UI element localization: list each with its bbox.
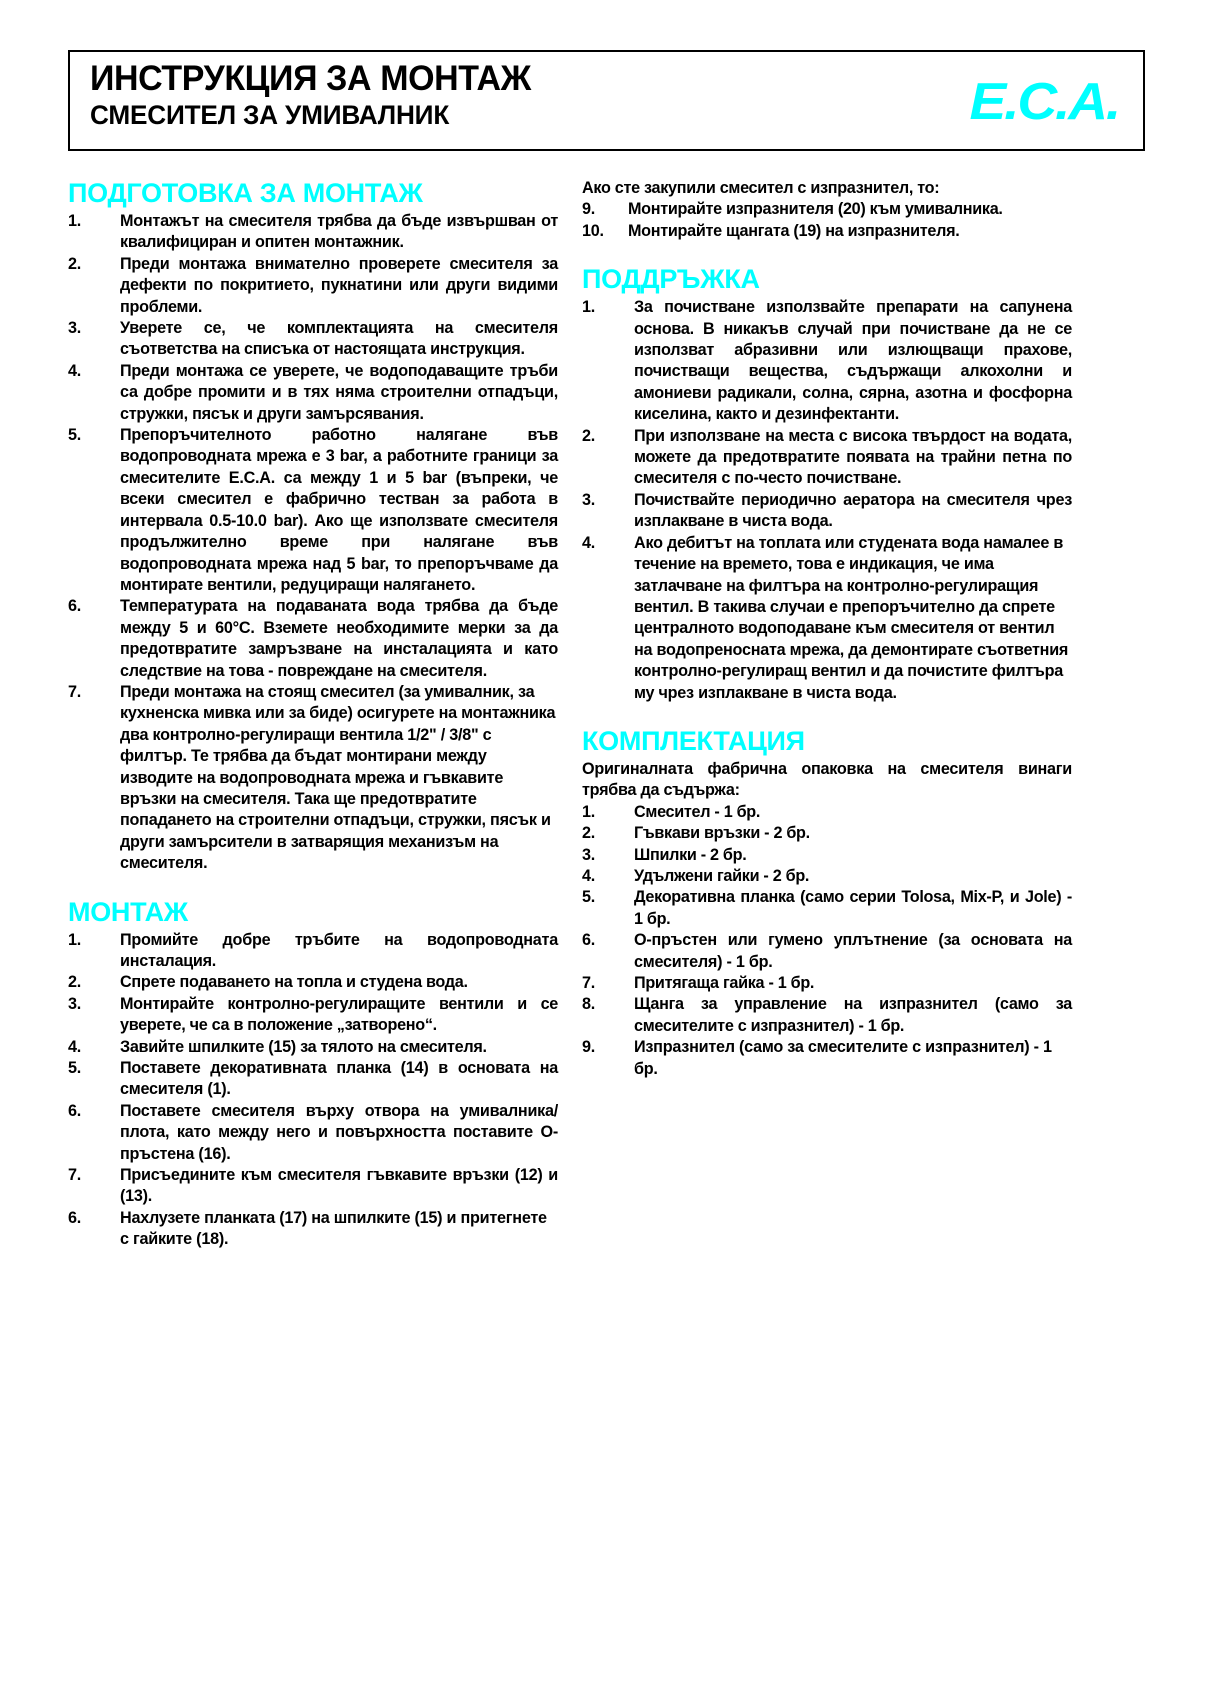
list-item: [582, 994, 1072, 1037]
list-text: Щанга за управление на изпразнител (само за смесителите с изпразнител) - 1 бр.: [634, 995, 1072, 1035]
list-marker: 2.: [582, 426, 596, 445]
list-marker: 4.: [68, 1037, 82, 1056]
list-marker: 1.: [68, 930, 82, 949]
list-item: [582, 866, 1072, 887]
list-marker: 7.: [582, 974, 596, 992]
list-text: За почистване използвайте препарати на сапунена основа. В никакъв случай при почистване да не се използват абразивни или излющващи прахове, почистващи вещества, съдържащи алкохолни и амониеви радикали, солна, сярна, азотна и фосфорна киселина, както и дезинфектанти.: [634, 298, 1072, 424]
list-item: [582, 533, 1072, 704]
list-marker: 8.: [582, 995, 596, 1014]
list-text: Притягаща гайка - 1 бр.: [634, 974, 815, 992]
list-marker: 4.: [68, 361, 82, 380]
right-column: [582, 178, 1072, 1080]
list-text: Изпразнител (само за смесителите с изпразнител) - 1 бр.: [634, 1038, 1052, 1078]
list-marker: 2.: [68, 254, 82, 273]
list-marker: 7.: [68, 1166, 82, 1185]
list-marker: 1.: [68, 212, 82, 230]
list-text: Удължени гайки - 2 бр.: [634, 866, 810, 885]
list-text: Присъедините към смесителя гъвкавите връзки (12) и (13).: [120, 1166, 558, 1206]
list-text: Шпилки - 2 бр.: [634, 845, 747, 864]
drain-note-lead: Ако сте закупили смесител с изпразнител, то:: [582, 179, 940, 197]
package-lead: Оригиналната фабрична опаковка на смесителя винаги трябва да съдържа:: [582, 759, 1072, 800]
list-marker: 2.: [68, 973, 82, 992]
list-marker: 3.: [582, 845, 596, 864]
list-item: [68, 682, 558, 875]
list-item: [68, 1037, 558, 1058]
list-item: [582, 930, 1072, 973]
list-text: О-пръстен или гумено уплътнение (за основата на смесителя) - 1 бр.: [634, 931, 1072, 971]
list-text: Преди монтажа на стоящ смесител (за умивалник, за кухненска мивка или за биде) осигурете на монтажника два контролно-регулиращи вентила 1/2" / 3/8" с филтър. Те трябва да бъдат монтирани между изводите на водопроводната мрежа и гъвкавите връзки на смесителя. Така ще предотвратите попадането на строителни отпадъци, стружки, пясък и други замърсители в затварящия механизъм на смесителя.: [120, 682, 556, 873]
header-titles: [90, 58, 545, 131]
list-item: [582, 426, 1072, 490]
list-marker: 7.: [68, 682, 82, 701]
list-item: [68, 1101, 558, 1165]
eca-logo: E.C.A.: [969, 73, 1119, 131]
list-item: [68, 1165, 558, 1208]
list-item: [68, 596, 558, 682]
list-item: [68, 211, 558, 254]
list-marker: 4.: [582, 533, 596, 552]
list-marker: 6.: [68, 1208, 82, 1227]
list-marker: 1.: [582, 298, 596, 317]
list-text: Температурата на подаваната вода трябва да бъде между 5 и 60°C. Вземете необходимите мерки за да предотвратите замръзване на инсталацията и като следствие на това - повреждане на смесителя.: [120, 597, 558, 680]
list-text: Поставете смесителя върху отвора на умивалника/плота, като между него и повърхността поставите О-пръстена (16).: [120, 1101, 558, 1163]
list-item: [582, 973, 1072, 994]
list-item: [68, 254, 558, 318]
list-text: Преди монтажа внимателно проверете смесителя за дефекти по покритието, пукнатини или други видими проблеми.: [120, 254, 558, 316]
list-item: [582, 297, 1072, 425]
list-text: Завийте шпилките (15) за тялото на смесителя.: [120, 1037, 487, 1056]
list-text: Смесител - 1 бр.: [634, 802, 761, 821]
spacer: [582, 242, 1072, 264]
list-marker: 1.: [582, 802, 596, 821]
list-item: [68, 1208, 558, 1251]
list-text: Декоративна планка (само серии Tolosa, Mix-P, и Jole) - 1 бр.: [634, 888, 1072, 928]
list-text: Монтажът на смесителя трябва да бъде извършван от квалифициран и опитен монтажник.: [120, 212, 558, 252]
list-text: При използване на места с висока твърдост на водата, можете да предотвратите появата на трайни петна по смесителя с по-често почистване.: [634, 426, 1072, 488]
spacer: [582, 704, 1072, 726]
list-item: [582, 1037, 1072, 1080]
maintenance-list: [582, 297, 1072, 704]
section-heading-package: КОМПЛЕКТАЦИЯ: [582, 725, 805, 756]
list-item: [68, 994, 558, 1037]
list-text: Нахлузете планката (17) на шпилките (15) и притегнете с гайките (18).: [120, 1208, 547, 1249]
list-marker: 6.: [68, 597, 82, 616]
list-item: [68, 425, 558, 596]
list-text: Почиствайте периодично аератора на смесителя чрез изплакване в чиста вода.: [634, 490, 1072, 531]
list-item: [68, 930, 558, 973]
section-heading-maintenance: ПОДДРЪЖКА: [582, 264, 760, 295]
list-item: [582, 802, 1072, 823]
spacer: [68, 875, 558, 897]
list-marker: 5.: [68, 426, 82, 445]
list-marker: 9.: [582, 1038, 596, 1057]
list-text: Монтирайте щангата (19) на изпразнителя.: [628, 221, 960, 240]
list-text: Промийте добре тръбите на водопроводната инсталация.: [120, 930, 558, 970]
list-item: [68, 972, 558, 993]
list-item: [582, 845, 1072, 866]
list-marker: 6.: [582, 931, 596, 950]
preparation-list: [68, 211, 558, 875]
list-item: [68, 361, 558, 425]
list-marker: 5.: [582, 888, 596, 907]
list-marker: 9.: [582, 200, 596, 219]
list-text: Уверете се, че комплектацията на смесителя съответства на списъка от настоящата инструкция.: [120, 319, 558, 359]
list-marker: 6.: [68, 1101, 82, 1120]
section-heading-installation: МОНТАЖ: [68, 896, 188, 927]
page-title: ИНСТРУКЦИЯ ЗА МОНТАЖ: [90, 59, 531, 98]
list-marker: 10.: [582, 221, 604, 240]
section-heading-preparation: ПОДГОТОВКА ЗА МОНТАЖ: [68, 178, 423, 208]
list-marker: 3.: [582, 490, 596, 509]
drain-note-list: [582, 199, 1072, 242]
list-text: Монтирайте изпразнителя (20) към умивалника.: [628, 200, 1003, 219]
list-text: Препоръчителното работно налягане във водопроводната мрежа е 3 bar, а работните граници за смесителите E.C.A. са между 1 и 5 bar (въпреки, че всеки смесител е фабрично тестван за работа в интервала 0.5-10.0 bar). Ако ще използвате смесителя продължително време при налягане във водопроводната мрежа над 5 bar, то препоръчваме да монтирате вентили, редуциращи налягането.: [120, 426, 558, 594]
list-item: [582, 199, 1072, 220]
list-text: Поставете декоративната планка (14) в основата на смесителя (1).: [120, 1059, 558, 1099]
list-text: Спрете подаването на топла и студена вода.: [120, 973, 468, 992]
list-marker: 3.: [68, 994, 82, 1013]
list-text: Монтирайте контролно-регулиращите вентили и се уверете, че са в положение „затворено“.: [120, 994, 558, 1035]
list-text: Ако дебитът на топлата или студената вода намалее в течение на времето, това е индикация, че има затлачване на филтъра на контролно-регулиращия вентил. В такива случаи е препоръчително да спрете централното водоподаване към смесителя от вентил на водопреносната мрежа, да демонтирате съответния контролно-регулиращ вентил и да почистите филтъра му чрез изплакване в чиста вода.: [634, 533, 1069, 702]
list-item: [582, 490, 1072, 533]
page-subtitle: СМЕСИТЕЛ ЗА УМИВАЛНИК: [90, 100, 450, 130]
list-marker: 2.: [582, 824, 596, 843]
list-item: [582, 221, 1072, 242]
list-item: [582, 887, 1072, 930]
document-header: [68, 50, 1145, 151]
left-column: [68, 178, 558, 1251]
list-text: Гъвкави връзки - 2 бр.: [634, 824, 810, 843]
package-list: [582, 802, 1072, 1080]
installation-list: [68, 930, 558, 1251]
list-item: [582, 823, 1072, 844]
list-marker: 5.: [68, 1059, 82, 1078]
list-text: Преди монтажа се уверете, че водоподаващите тръби са добре промити и в тях няма строителни отпадъци, стружки, пясък и други замърсявания.: [120, 361, 558, 423]
list-marker: 3.: [68, 319, 82, 338]
list-item: [68, 1058, 558, 1101]
list-item: [68, 318, 558, 361]
list-marker: 4.: [582, 866, 596, 885]
